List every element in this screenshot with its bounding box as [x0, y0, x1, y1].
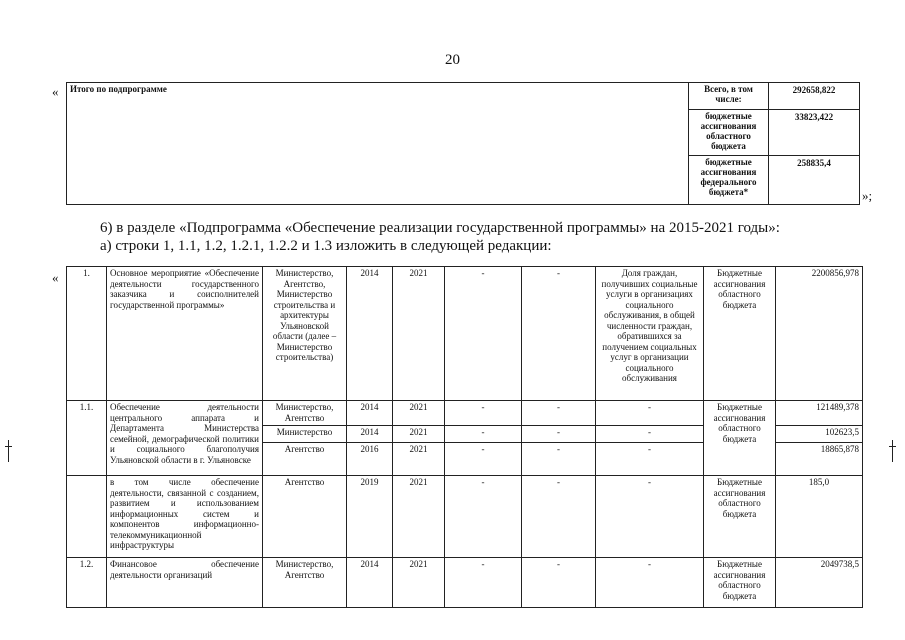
start-year: 2019 [347, 476, 393, 558]
col-7: - [522, 558, 596, 608]
start-year: 2014 [347, 401, 393, 426]
open-quote-mark-2: « [52, 270, 59, 285]
table-row [67, 476, 863, 558]
subtotal-label-total: Всего, в том числе: [689, 83, 769, 110]
indicator: Доля граждан, получивших социальные услуги в организациях социального обслуживания, в общей численности граждан, обратившихся за получением социальных услуг в организации социального обслуживания [596, 267, 704, 401]
row-number: 1.2. [67, 558, 107, 608]
start-year: 2016 [347, 443, 393, 476]
start-year: 2014 [347, 426, 393, 443]
subtotal-label-federal: бюджетные ассигнования федерального бюджета* [689, 156, 769, 205]
col-6: - [445, 558, 522, 608]
executor: Министерство, Агентство, Министерство строительства и архитектуры Ульяновской области (далее – Министерство строительства) [263, 267, 347, 401]
col-6: - [445, 476, 522, 558]
col-6: - [445, 401, 522, 426]
end-year: 2021 [393, 476, 445, 558]
table-row [67, 558, 863, 608]
executor: Агентство [263, 476, 347, 558]
indicator: - [596, 443, 704, 476]
row-number: 1. [67, 267, 107, 401]
measure-name: Обеспечение деятельности центрального аппарата и Департамента Министерства семейной, демографической политики и социального благополучия Ульяновской области в г. Ульяновске [107, 401, 263, 476]
amount: 121489,378 [776, 401, 863, 426]
indicator: - [596, 558, 704, 608]
page-number: 20 [445, 52, 460, 68]
subtotal-title: Итого по подпрограмме [67, 83, 689, 205]
row-number [67, 476, 107, 558]
close-quote-mark: »; [862, 188, 873, 203]
amount: 185,0 [776, 476, 863, 558]
row-number: 1.1. [67, 401, 107, 476]
end-year: 2021 [393, 426, 445, 443]
col-7: - [522, 476, 596, 558]
end-year: 2021 [393, 443, 445, 476]
col-7: - [522, 443, 596, 476]
end-year: 2021 [393, 558, 445, 608]
scan-margin-mark [889, 446, 896, 447]
end-year: 2021 [393, 267, 445, 401]
subtotal-value-federal: 258835,4 [769, 156, 860, 205]
paragraph-line-2: а) строки 1, 1.1, 1.2, 1.2.1, 1.2.2 и 1.3 изложить в следующей редакции: [100, 238, 552, 254]
subtotal-label-regional: бюджетные ассигнования областного бюджета [689, 110, 769, 156]
scan-margin-mark [8, 440, 9, 462]
subtotal-table [66, 82, 860, 205]
start-year: 2014 [347, 558, 393, 608]
executor: Министерство [263, 426, 347, 443]
amount: 2049738,5 [776, 558, 863, 608]
indicator: - [596, 401, 704, 426]
indicator: - [596, 426, 704, 443]
end-year: 2021 [393, 401, 445, 426]
col-6: - [445, 443, 522, 476]
indicator: - [596, 476, 704, 558]
measure-name: в том числе обеспечение деятельности, связанной с созданием, развитием и использованием информационных систем и компонентов информационно-телекоммуникационной инфраструктуры [107, 476, 263, 558]
subtotal-value-regional: 33823,422 [769, 110, 860, 156]
col-7: - [522, 401, 596, 426]
subtotal-value-total: 292658,822 [769, 83, 860, 110]
col-6: - [445, 267, 522, 401]
executor: Министерство, Агентство [263, 558, 347, 608]
table-row [67, 267, 863, 401]
executor: Министерство, Агентство [263, 401, 347, 426]
col-6: - [445, 426, 522, 443]
open-quote-mark: « [52, 84, 59, 99]
col-7: - [522, 426, 596, 443]
executor: Агентство [263, 443, 347, 476]
measures-table [66, 266, 863, 608]
funding-source: Бюджетные ассигнования областного бюджета [704, 267, 776, 401]
funding-source: Бюджетные ассигнования областного бюджета [704, 558, 776, 608]
scan-margin-mark [892, 440, 893, 462]
amount: 2200856,978 [776, 267, 863, 401]
col-7: - [522, 267, 596, 401]
measure-name: Основное мероприятие «Обеспечение деятельности государственного заказчика и соисполнителей государственной программы» [107, 267, 263, 401]
amount: 18865,878 [776, 443, 863, 476]
start-year: 2014 [347, 267, 393, 401]
funding-source: Бюджетные ассигнования областного бюджета [704, 476, 776, 558]
funding-source: Бюджетные ассигнования областного бюджета [704, 401, 776, 476]
measure-name: Финансовое обеспечение деятельности организаций [107, 558, 263, 608]
table-row [67, 401, 863, 426]
scan-margin-mark [5, 446, 12, 447]
paragraph-line-1: 6) в разделе «Подпрограмма «Обеспечение реализации государственной программы» на 2015-2021 годы»: [100, 220, 780, 236]
amount: 102623,5 [776, 426, 863, 443]
